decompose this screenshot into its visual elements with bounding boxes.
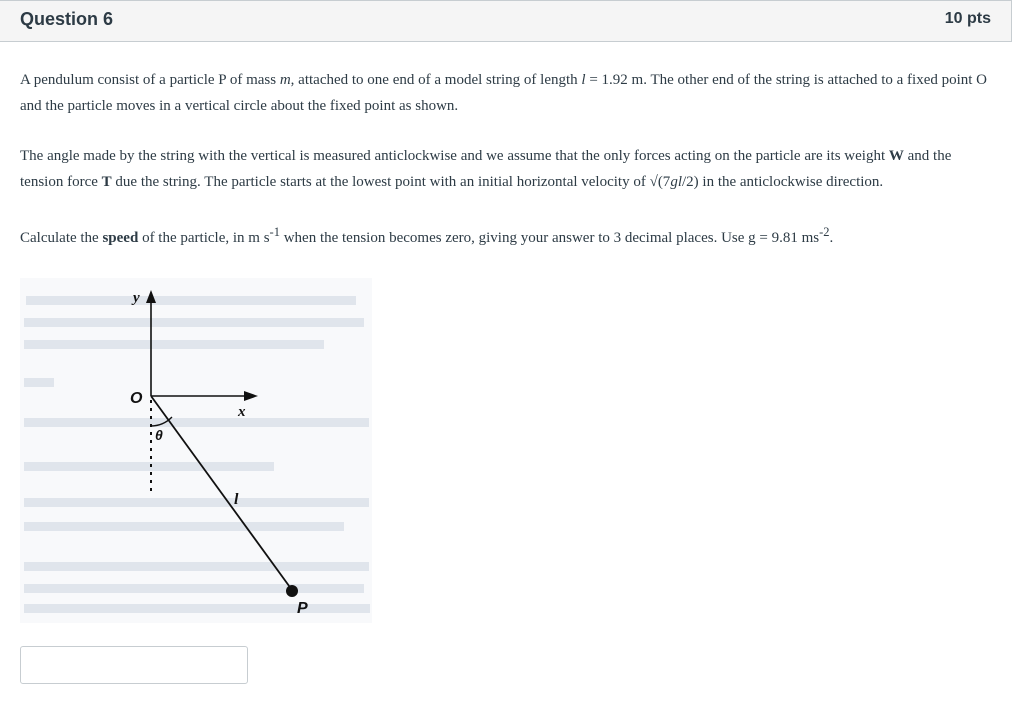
paragraph-text: Calculate the (20, 230, 103, 246)
length-variable: l (581, 72, 586, 88)
question-text (20, 68, 995, 252)
paragraph-text: of the particle, in m s (138, 230, 270, 246)
speed-keyword: speed (102, 230, 139, 246)
weight-symbol: W (888, 148, 904, 164)
gl-variable: gl (670, 173, 682, 190)
x-axis-label: x (238, 404, 246, 420)
paragraph-text: = 1.92 m. The other end of the string is attached to a fixed point O and the particle moves in a vertical circle about the fixed point as shown. (20, 72, 988, 114)
origin-label: O (130, 390, 143, 407)
question-paragraph-3 (20, 220, 995, 252)
paragraph-text: due the string. The particle starts at the lowest point with an initial horizontal velocity of √(7 (111, 173, 671, 190)
paragraph-text: The angle made by the string with the vertical is measured anticlockwise and we assume that the only forces acting on the particle are its weight (20, 148, 889, 164)
mass-variable: m (279, 72, 291, 88)
paragraph-text: , attached to one end of a model string of length (290, 72, 582, 88)
question-title: Question 6 (20, 9, 114, 29)
pendulum-diagram (20, 278, 372, 623)
paragraph-text: /2) in the anticlockwise direction. (681, 173, 884, 190)
background-bleed-through (20, 278, 372, 623)
question-paragraph-2 (20, 144, 995, 195)
particle-label: P (297, 600, 308, 617)
question-header (0, 0, 1012, 42)
length-label: l (234, 491, 239, 508)
particle-p (286, 585, 298, 597)
superscript: -2 (819, 225, 830, 239)
superscript: -1 (269, 225, 280, 239)
theta-label: θ (155, 427, 163, 443)
paragraph-text: . (829, 230, 834, 246)
y-axis-label: y (133, 290, 140, 306)
paragraph-text: A pendulum consist of a particle P of mass (20, 72, 280, 88)
question-paragraph-1 (20, 68, 995, 119)
tension-symbol: T (101, 173, 112, 190)
paragraph-text: when the tension becomes zero, giving your answer to 3 decimal places. Use g = 9.81 ms (279, 230, 820, 246)
answer-input[interactable] (20, 646, 248, 684)
question-points: 10 pts (944, 10, 991, 27)
paragraph-text: and the tension force (20, 148, 952, 190)
